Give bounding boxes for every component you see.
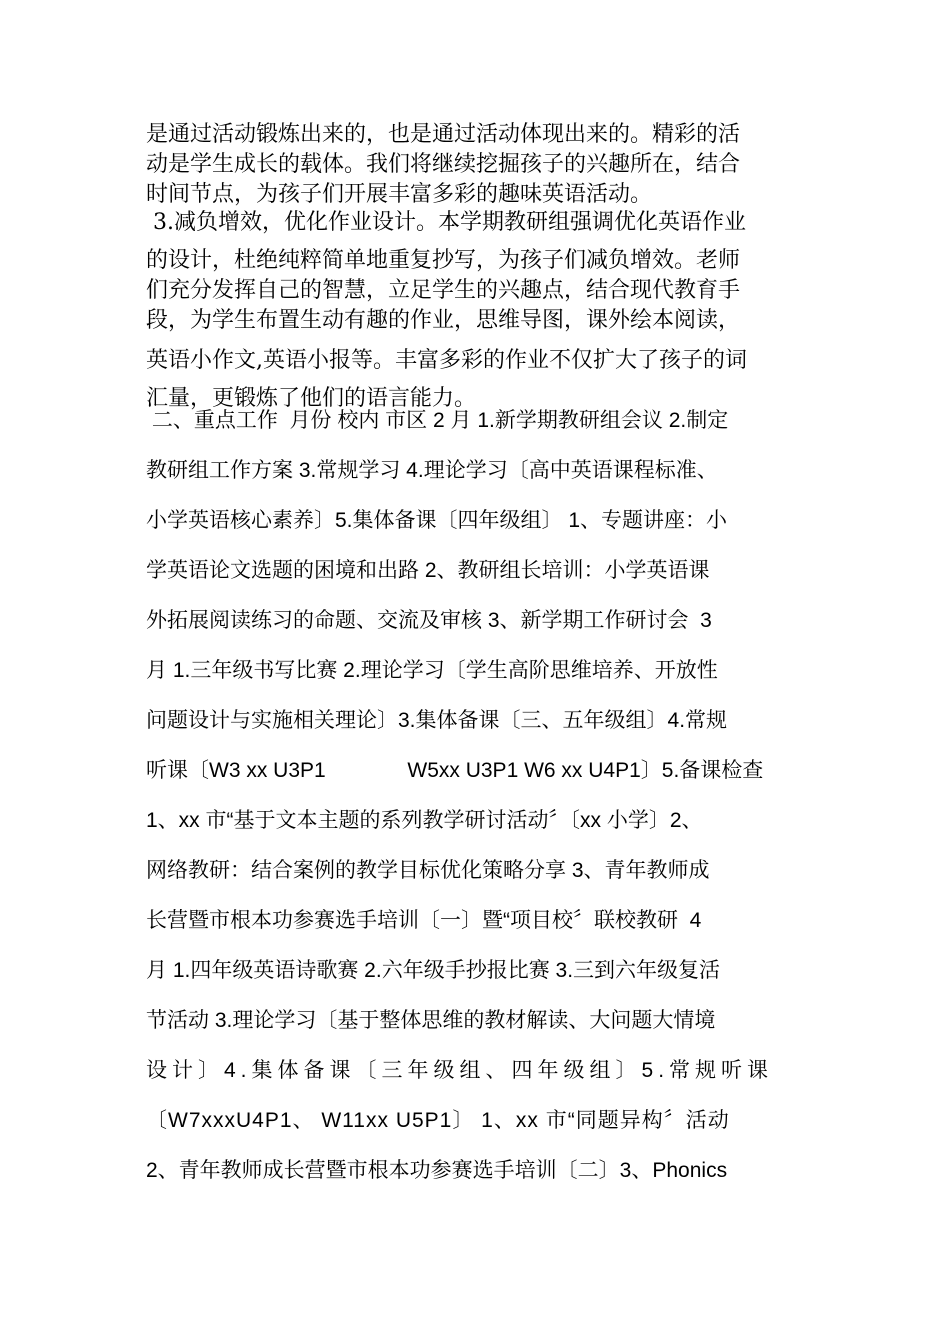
text-line: 〔W7xxxU4P1、 W11xx U5P1〕 1、xx 市“同题异构〞活动 [146,1109,730,1132]
text-line: 节活动 3.理论学习〔基于整体思维的教材解读、大问题大情境 [146,1009,716,1032]
text-line: 长营暨市根本功参赛选手培训〔一〕暨“项目校〞联校教研 4 [146,909,702,932]
text-line: 网络教研：结合案例的教学目标优化策略分享 3、青年教师成 [146,859,710,882]
text-line: 是通过活动锻炼出来的，也是通过活动体现出来的。精彩的活 [146,122,741,147]
paragraph-key-work [146,396,806,1196]
text-line: 段，为学生布置生动有趣的作业，思维导图，课外绘本阅读， [146,308,741,333]
text-line: 问题设计与实施相关理论〕3.集体备课〔三、五年级组〕4.常规 [146,709,728,732]
text-line: 3.减负增效，优化作业设计。本学期教研组强调优化英语作业 [146,210,746,235]
text-line: 的设计，杜绝纯粹简单地重复抄写，为孩子们减负增效。老师 [146,248,741,273]
text-line: 们充分发挥自己的智慧，立足学生的兴趣点，结合现代教育手 [146,278,741,303]
text-line: 月 1.四年级英语诗歌赛 2.六年级手抄报比赛 3.三到六年级复活 [146,959,721,982]
text-line: 汇量，更锻炼了他们的语言能力。 [146,386,477,411]
text-line: 英语小作文,英语小报等。丰富多彩的作业不仅扩大了孩子的词 [146,348,747,373]
text-line: 1、xx 市“基于文本主题的系列教学研讨活动〞〔xx 小学〕2、 [146,809,703,832]
text-line: 月 1.三年级书写比赛 2.理论学习〔学生高阶思维培养、开放性 [146,659,718,682]
text-line: 学英语论文选题的困境和出路 2、教研组长培训：小学英语课 [146,559,710,582]
text-line: 二、重点工作 月份 校内 市区 2 月 1.新学期教研组会议 2.制定 [146,409,729,432]
text-line: 2、青年教师成长营暨市根本功参赛选手培训〔二〕3、Phonics [146,1159,728,1182]
paragraph-activities [146,120,806,210]
text-line: 教研组工作方案 3.常规学习 4.理论学习〔高中英语课程标准、 [146,459,718,482]
text-line: 小学英语核心素养〕5.集体备课〔四年级组〕 1、专题讲座：小 [146,509,728,532]
text-line: 设计〕4.集体备课〔三年级组、四年级组〕5.常规听课 [146,1059,774,1082]
text-line: 外拓展阅读练习的命题、交流及审核 3、新学期工作研讨会 3 [146,609,712,632]
text-line: 动是学生成长的载体。我们将继续挖掘孩子的兴趣所在，结合 [146,152,741,177]
text-line: 听课〔W3 xx U3P1 W5xx U3P1 W6 xx U4P1〕5.备课检查 [146,759,764,782]
paragraph-homework [146,208,806,414]
text-line: 时间节点，为孩子们开展丰富多彩的趣味英语活动。 [146,182,653,207]
